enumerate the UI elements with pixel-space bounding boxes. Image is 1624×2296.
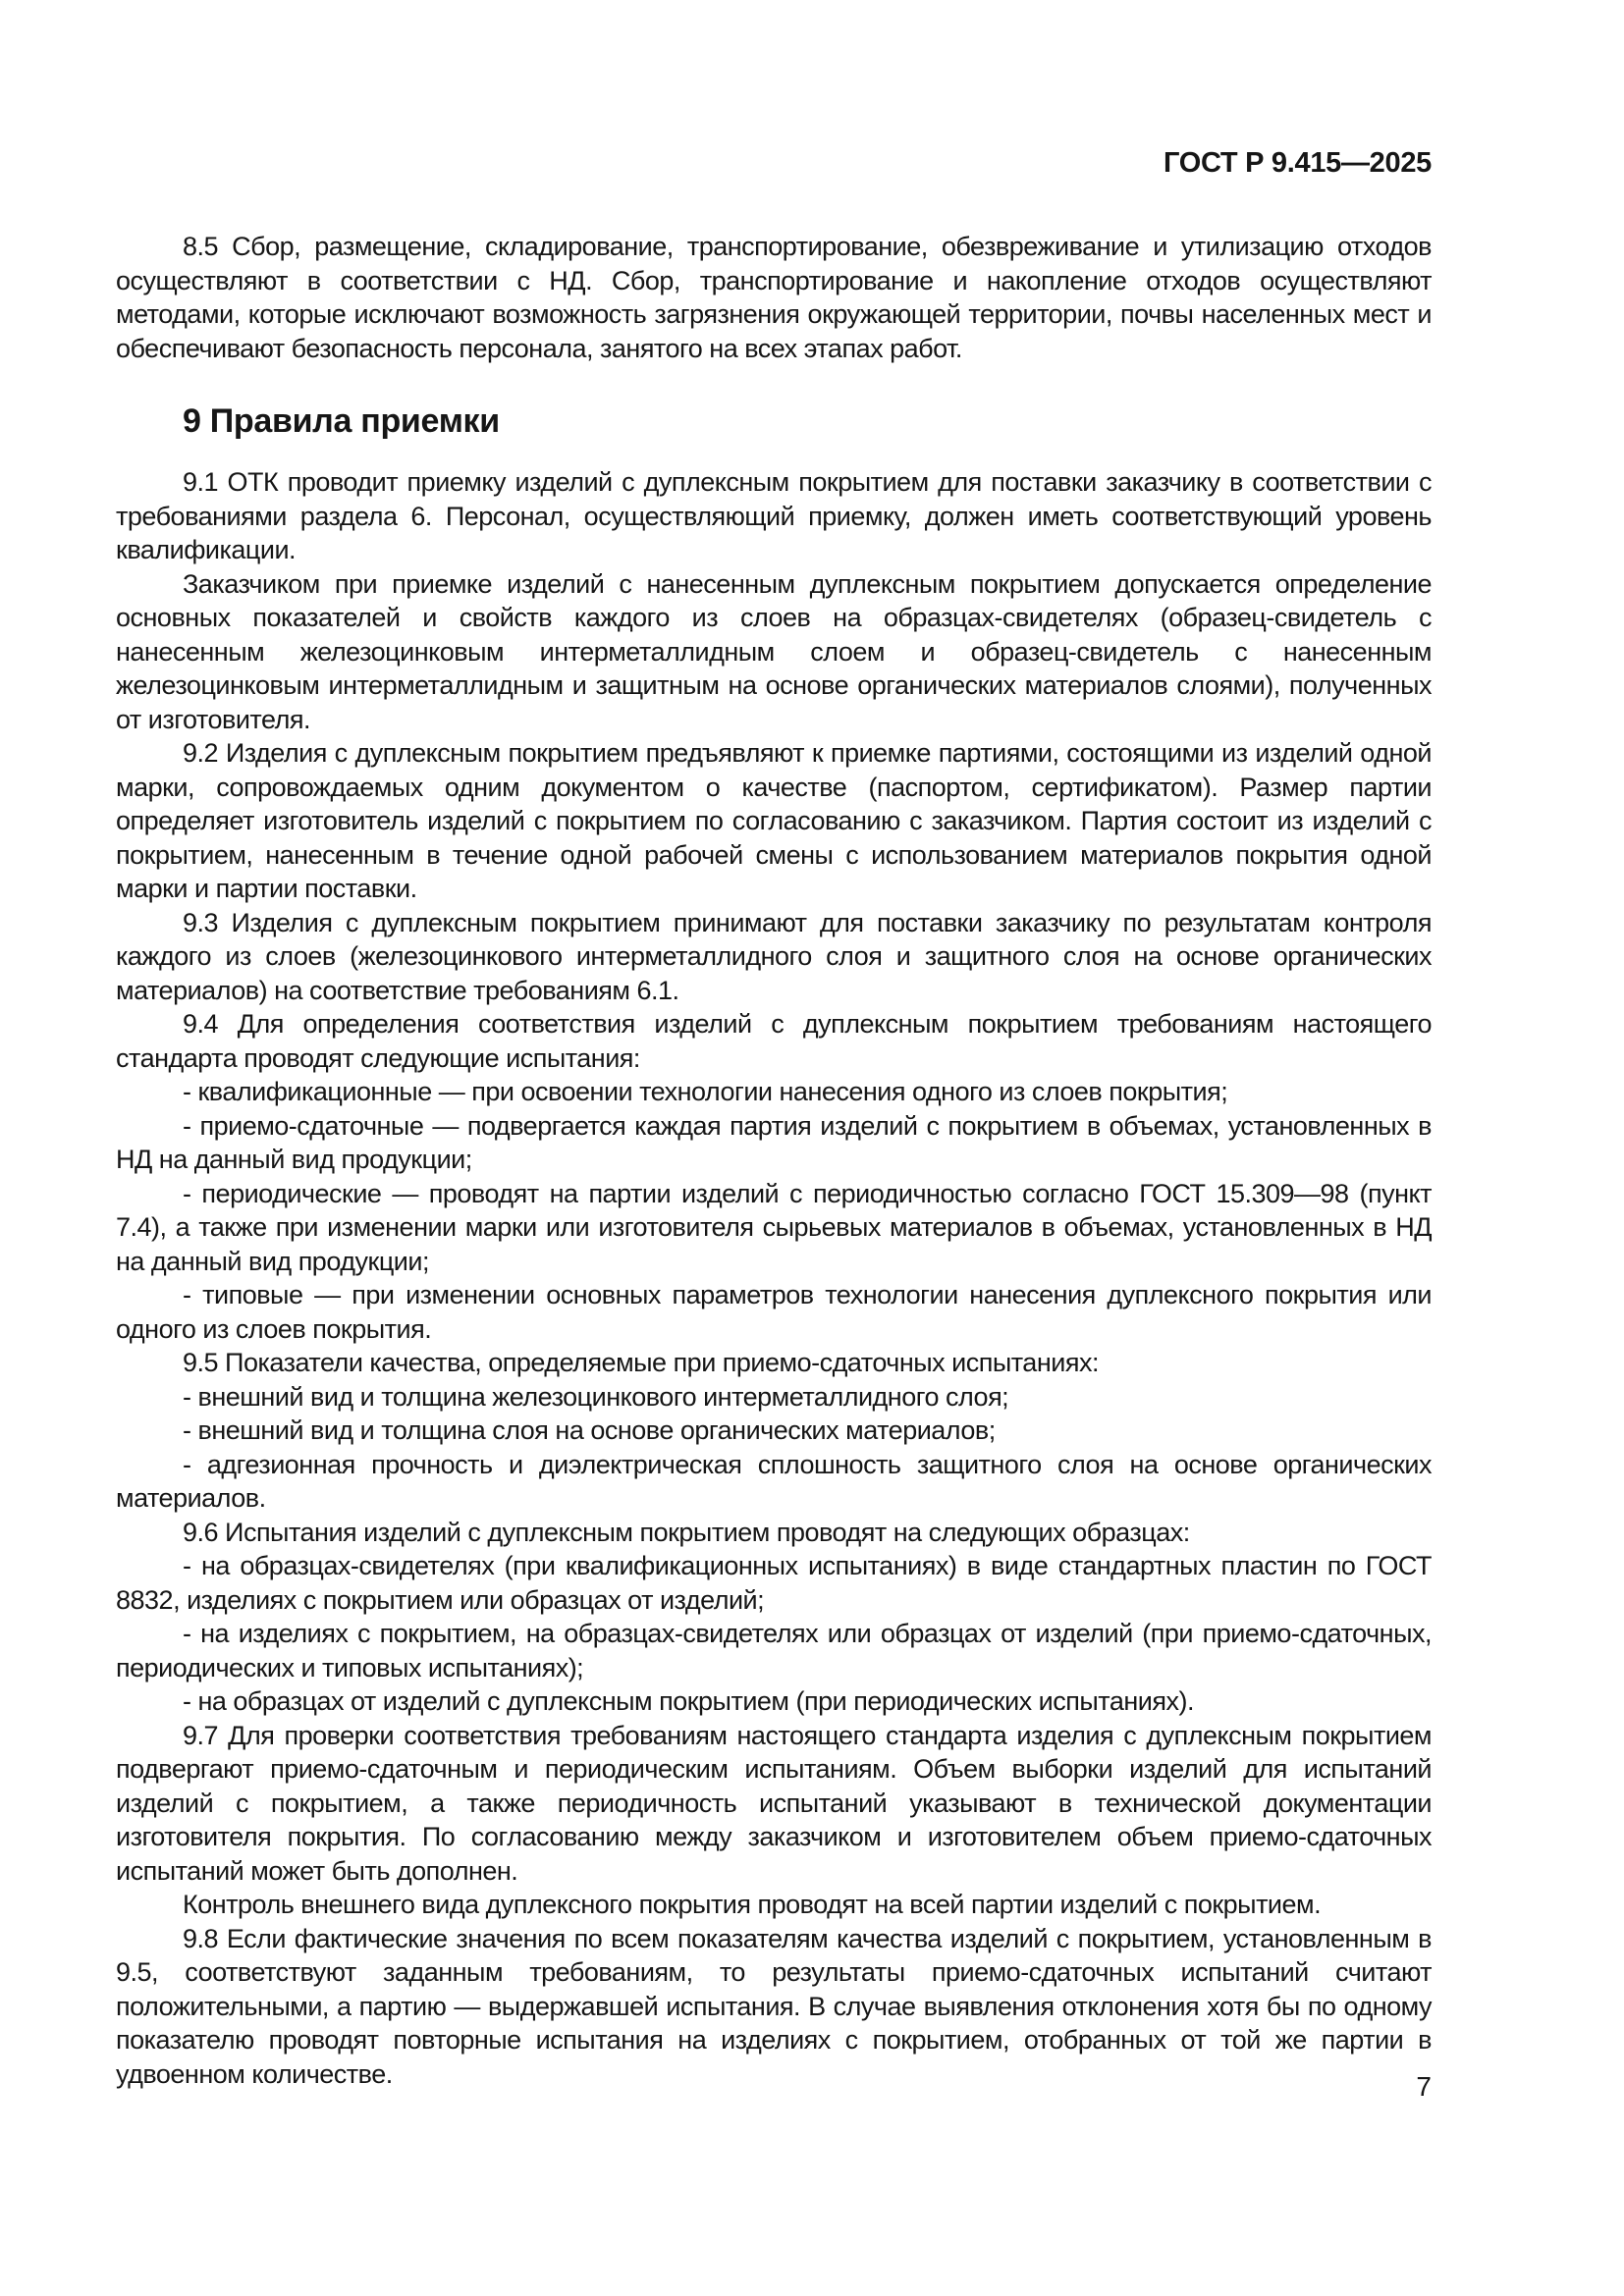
paragraph-9-1-customer: Заказчиком при приемке изделий с нанесенным дуплексным покрытием допускается определение основных показателей и свойств каждого из слоев на образцах-свидетелях (образец-свидетель с нанесенным железоцинковым интерметаллидным слоем и образец-свидетель с нанесенным железоцинковым интерметаллидным и защитным на основе органических материалов слоями), полученных от изготовителя. bbox=[116, 568, 1432, 734]
list-item-intermetallic-layer: - внешний вид и толщина железоцинкового интерметаллидного слоя; bbox=[183, 1381, 1009, 1412]
paragraph-9-2: 9.2 Изделия с дуплексным покрытием предъявляют к приемке партиями, состоящими из изделий одной марки, сопровождаемых одним документом о качестве (паспортом, сертификатом). Размер партии определяет изготовитель изделий с покрытием по согласованию с заказчиком. Партия состоит из изделий с покрытием, нанесенным в течение одной рабочей смены с использованием материалов покрытия одной марки и партии поставки. bbox=[116, 738, 1432, 903]
list-item-qualification-tests: - квалификационные — при освоении технологии нанесения одного из слоев покрытия; bbox=[183, 1077, 1228, 1106]
page-number: 7 bbox=[1416, 2071, 1432, 2102]
list-item-adhesion: - адгезионная прочность и диэлектрическая сплошность защитного слоя на основе органических материалов. bbox=[116, 1449, 1432, 1513]
list-item-witness-samples: - на образцах-свидетелях (при квалификационных испытаниях) в виде стандартных пластин по ГОСТ 8832, изделиях с покрытием или образцах от изделий; bbox=[116, 1551, 1432, 1615]
paragraph-9-3: 9.3 Изделия с дуплексным покрытием принимают для поставки заказчику по результатам контроля каждого из слоев (железоцинкового интерметаллидного слоя и защитного слоя на основе органических материалов) на соответствие требованиям 6.1. bbox=[116, 907, 1432, 1005]
paragraph-9-6: 9.6 Испытания изделий с дуплексным покрытием проводят на следующих образцах: bbox=[183, 1517, 1190, 1547]
list-item-coated-products: - на изделиях с покрытием, на образцах-свидетелях или образцах от изделий (при приемо-сдаточных, периодических и типовых испытаниях); bbox=[116, 1619, 1432, 1682]
paragraph-9-4: 9.4 Для определения соответствия изделий с дуплексным покрытием требованиям настоящего стандарта проводят следующие испытания: bbox=[116, 1009, 1432, 1073]
standard-designation-header: ГОСТ Р 9.415—2025 bbox=[1164, 147, 1432, 179]
paragraph-9-7-visual-control: Контроль внешнего вида дуплексного покрытия проводят на всей партии изделий с покрытием. bbox=[183, 1890, 1322, 1919]
paragraph-9-5: 9.5 Показатели качества, определяемые при приемо-сдаточных испытаниях: bbox=[183, 1348, 1099, 1377]
list-item-type-tests: - типовые — при изменении основных параметров технологии нанесения дуплексного покрытия или одного из слоев покрытия. bbox=[116, 1280, 1432, 1344]
list-item-product-samples: - на образцах от изделий с дуплексным покрытием (при периодических испытаниях). bbox=[183, 1686, 1194, 1716]
list-item-periodic-tests: - периодические — проводят на партии изделий с периодичностью согласно ГОСТ 15.309—98 (пункт 7.4), а также при изменении марки или изготовителя сырьевых материалов в объемах, установленных в НД на данный вид продукции; bbox=[116, 1178, 1432, 1276]
section-9-heading: 9 Правила приемки bbox=[183, 402, 500, 440]
paragraph-9-8: 9.8 Если фактические значения по всем показателям качества изделий с покрытием, установленным в 9.5, соответствуют заданным требованиям, то результаты приемо-сдаточных испытаний считают положительными, а партию — выдержавшей испытания. В случае выявления отклонения хотя бы по одному показателю проводят повторные испытания на изделиях с покрытием, отобранных от той же партии в удвоенном количестве. bbox=[116, 1923, 1432, 2089]
paragraph-8-5: 8.5 Сбор, размещение, складирование, транспортирование, обезвреживание и утилизацию отходов осуществляют в соответствии с НД. Сбор, транспортирование и накопление отходов осуществляют методами, которые исключают возможность загрязнения окружающей территории, почвы населенных мест и обеспечивают безопасность персонала, занятого на всех этапах работ. bbox=[116, 232, 1432, 363]
document-body bbox=[116, 230, 1432, 2091]
paragraph-9-1: 9.1 ОТК проводит приемку изделий с дуплексным покрытием для поставки заказчику в соответствии с требованиями раздела 6. Персонал, осуществляющий приемку, должен иметь соответствующий уровень квалификации. bbox=[116, 467, 1432, 564]
list-item-organic-layer: - внешний вид и толщина слоя на основе органических материалов; bbox=[183, 1415, 996, 1445]
list-item-acceptance-tests: - приемо-сдаточные — подвергается каждая партия изделий с покрытием в объемах, установленных в НД на данный вид продукции; bbox=[116, 1110, 1432, 1174]
paragraph-9-7: 9.7 Для проверки соответствия требованиям настоящего стандарта изделия с дуплексным покрытием подвергают приемо-сдаточным и периодическим испытаниям. Объем выборки изделий для испытаний изделий с покрытием, а также периодичность испытаний указывают в технической документации изготовителя покрытия. По согласованию между заказчиком и изготовителем объем приемо-сдаточных испытаний может быть дополнен. bbox=[116, 1720, 1432, 1886]
